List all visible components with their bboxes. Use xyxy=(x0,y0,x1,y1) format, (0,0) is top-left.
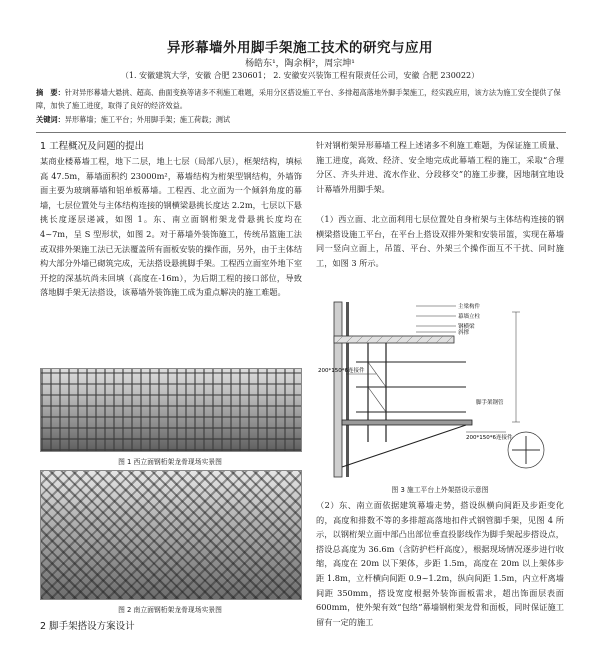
figure-3-diagram xyxy=(316,292,564,482)
diagram-label-2: 幕墙立柱 xyxy=(458,314,481,320)
diagram-label-6: 200*150*6连接件 xyxy=(466,435,513,441)
figure-1-caption: 图 1 西立面钢桁架龙骨现场实景图 xyxy=(118,458,222,466)
abstract-label: 摘 要： xyxy=(36,88,65,97)
affiliations: （1. 安徽建筑大学，安徽 合肥 230601； 2. 安徽安兴装饰工程有限责任公司，安徽 合肥 230022） xyxy=(120,71,480,80)
figure-2-photo xyxy=(40,470,302,600)
section-2-heading: 2 脚手架搭设方案设计 xyxy=(40,621,135,632)
diagram-label-1: 主梁构件 xyxy=(458,304,481,310)
diagram-label-3: 钢横梁 xyxy=(458,324,475,330)
keywords-text: 异形幕墙；施工平台；外用脚手架；施工荷载；测试 xyxy=(64,115,231,124)
right-paragraph-2: （1）西立面、北立面利用七层位置处自身桁架与主体结构连接的钢横梁搭设施工平台，在平台上搭设双排外架和安装吊篮，实现在幕墙同一竖向立面上，吊篮、平台、外架三个操作面互不干扰、同时施工，如图 3 所示。 xyxy=(316,214,564,268)
paper-title: 异形幕墙外用脚手架施工技术的研究与应用 xyxy=(167,40,433,56)
diagram-label-7: 脚手架钢管 xyxy=(476,400,504,406)
right-paragraph-1: 针对钢桁架异形幕墙工程上述诸多不利施工难题，为保证施工质量、施工进度，高效、经济、安全地完成此幕墙工程的施工，采取“合理分区、齐头并进、流水作业、分段移交”的施工步骤，因地制宜地设计幕墙外用脚手架。 xyxy=(316,140,564,194)
diagram-label-5: 200*150*6连接件 xyxy=(318,368,365,374)
keywords xyxy=(36,115,566,125)
figure-1-photo xyxy=(40,368,302,452)
left-paragraph-1: 某商业楼幕墙工程，地下二层，地上七层（局部八层），框架结构，填标高 47.5m，幕墙面积约 23000m²，幕墙结构为桁架型钢结构，外墙饰面主要为玻璃幕墙和铝单板幕墙。工程西、北立面为一个倾斜角度的幕墙，七层位置处与主体结构连接的钢横梁悬挑长度达 2.2m，七层以下悬挑长度逐层递减，如图 1。东、南立面钢桁架龙骨悬挑长度均在 4~7m，呈 S 型形状，如图 2。对于幕墙外装饰施工，传统吊篮施工法或双排外架施工法已无法覆盖所有面板安装的操作面，另外，由于主体结构大部分外墙已砌筑完成，无法搭设悬挑脚手架。工程西立面室外地下室开挖的深基坑尚未回填（高度在-16m），为后期工程的接口部位，导致落地脚手架无法搭设，该幕墙外装饰施工成为重点解决的施工难题。 xyxy=(40,156,302,298)
diagram-label-4: 斜撑 xyxy=(458,330,470,336)
abstract-text: 针对异形幕墙大悬挑、超高、曲面变换等诸多不利施工难题，采用分区搭设施工平台、多排超高落地外脚手架施工，经实践应用，该方法为施工安全提供了保障，加快了施工进度，取得了良好的经济效益。 xyxy=(36,88,561,110)
right-paragraph-3: （2）东、南立面依据建筑幕墙走势，搭设纵横向间距及步距变化的，高度和排数不等的多排超高落地扣件式钢管脚手架，见图 4 所示，以钢桁架立面中部凸出部位垂直投影线作为脚手架起步搭设点，搭设总高度为 36.6m（含防护栏杆高度），根据现场情况逐步进行收缩，高度在 20m 以下架体，步距 1.5m，高度在 20m 以上架体步距 1.8m，立杆横向间距 0.9~1.2m，纵向间距 1.5m，内立杆离墙间距 350mm，搭设宽度根据外装饰面板需求，超出饰面层表面 600mm，使外架有效“包络”幕墙钢桁架龙骨和面板，同时保证施工留有一定的施工 xyxy=(316,500,564,627)
abstract xyxy=(36,86,566,112)
keywords-label: 关键词： xyxy=(36,115,65,124)
authors: 杨皓东¹，陶余桐²，周宗坤¹ xyxy=(245,59,355,69)
header-divider xyxy=(36,132,566,133)
figure-3-caption: 图 3 施工平台上外架搭设示意图 xyxy=(391,486,489,494)
section-1-heading: 1 工程概况及问题的提出 xyxy=(40,141,145,152)
figure-2-caption: 图 2 南立面钢桁架龙骨现场实景图 xyxy=(118,606,222,614)
